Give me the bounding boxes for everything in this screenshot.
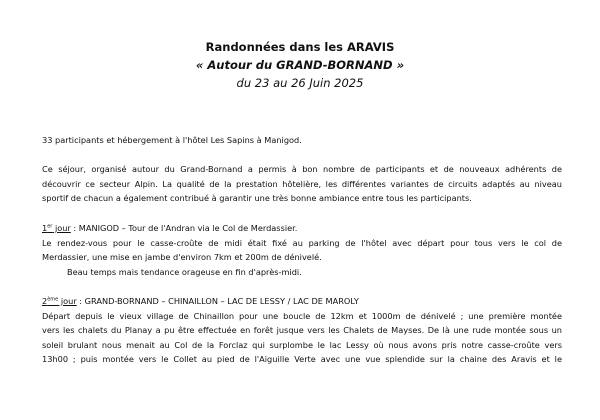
day2-label-word: jour bbox=[58, 296, 77, 306]
document-subtitle: « Autour du GRAND-BORNAND » bbox=[195, 58, 405, 72]
day2-heading bbox=[42, 294, 562, 309]
day2-line: 13h00 ; puis montée vers le Collet au pied de l'Aiguille Verte avec une vue splendide sur la chaine des Aravis et le bbox=[42, 354, 562, 365]
summary-paragraph bbox=[42, 162, 562, 206]
day2-line: soleil brulant nous menait au Col de la Forclaz qui surplombe le lac Lessy où nous avons pris notre casse-croûte vers bbox=[42, 339, 562, 350]
day1-section bbox=[42, 221, 562, 279]
intro-paragraph bbox=[42, 133, 562, 148]
document-dates: du 23 au 26 Juin 2025 bbox=[236, 76, 364, 90]
day2-label bbox=[42, 296, 77, 306]
day1-label-suffix: er bbox=[47, 223, 53, 230]
title-block bbox=[0, 38, 600, 92]
summary-line: Ce séjour, organisé autour du Grand-Bornand a permis à bon nombre de participants et de nouveaux adhérents de bbox=[42, 164, 562, 174]
summary-line: découvrir ce secteur Alpin. La qualité de la prestation hôtelière, les différentes variantes de circuits adaptés au niveau bbox=[42, 178, 562, 189]
day2-label-number: 2 bbox=[42, 296, 48, 306]
day1-label-number: 1 bbox=[42, 223, 48, 233]
day1-label-word: jour bbox=[52, 223, 71, 233]
day1-line: Merdassier, une mise en jambe d'environ 7km et 200m de dénivelé. bbox=[42, 252, 322, 263]
day1-heading bbox=[42, 221, 562, 236]
day1-line: Le rendez-vous pour le casse-croûte de midi était fixé au parking de l'hôtel avec départ pour tous vers le col de bbox=[42, 237, 562, 248]
day2-label-suffix: ème bbox=[47, 296, 59, 303]
day2-line: Départ depuis le vieux village de Chinaillon pour une boucle de 12km et 1000m de dénivelé ; une première montée bbox=[42, 310, 562, 321]
summary-line: sportif de chacun a également contribué à garantir une très bonne ambiance entre tous les participants. bbox=[42, 193, 472, 204]
intro-line: 33 participants et hébergement à l'hôtel Les Sapins à Manigod. bbox=[42, 135, 302, 145]
day2-line: vers les chalets du Planay a pu être effectuée en forêt jusque vers les Chalets de Mayses. De là une rude montée sous un bbox=[42, 325, 562, 336]
day1-heading-text: : MANIGOD – Tour de l'Andran via le Col de Merdassier. bbox=[70, 223, 298, 233]
day2-section bbox=[42, 294, 562, 367]
document-title: Randonnées dans les ARAVIS bbox=[205, 40, 395, 54]
day2-heading-text: : GRAND-BORNAND – CHINAILLON – LAC DE LESSY / LAC DE MAROLY bbox=[76, 296, 359, 306]
day1-label bbox=[42, 223, 71, 233]
day1-weather: Beau temps mais tendance orageuse en fin d'après-midi. bbox=[67, 266, 302, 277]
